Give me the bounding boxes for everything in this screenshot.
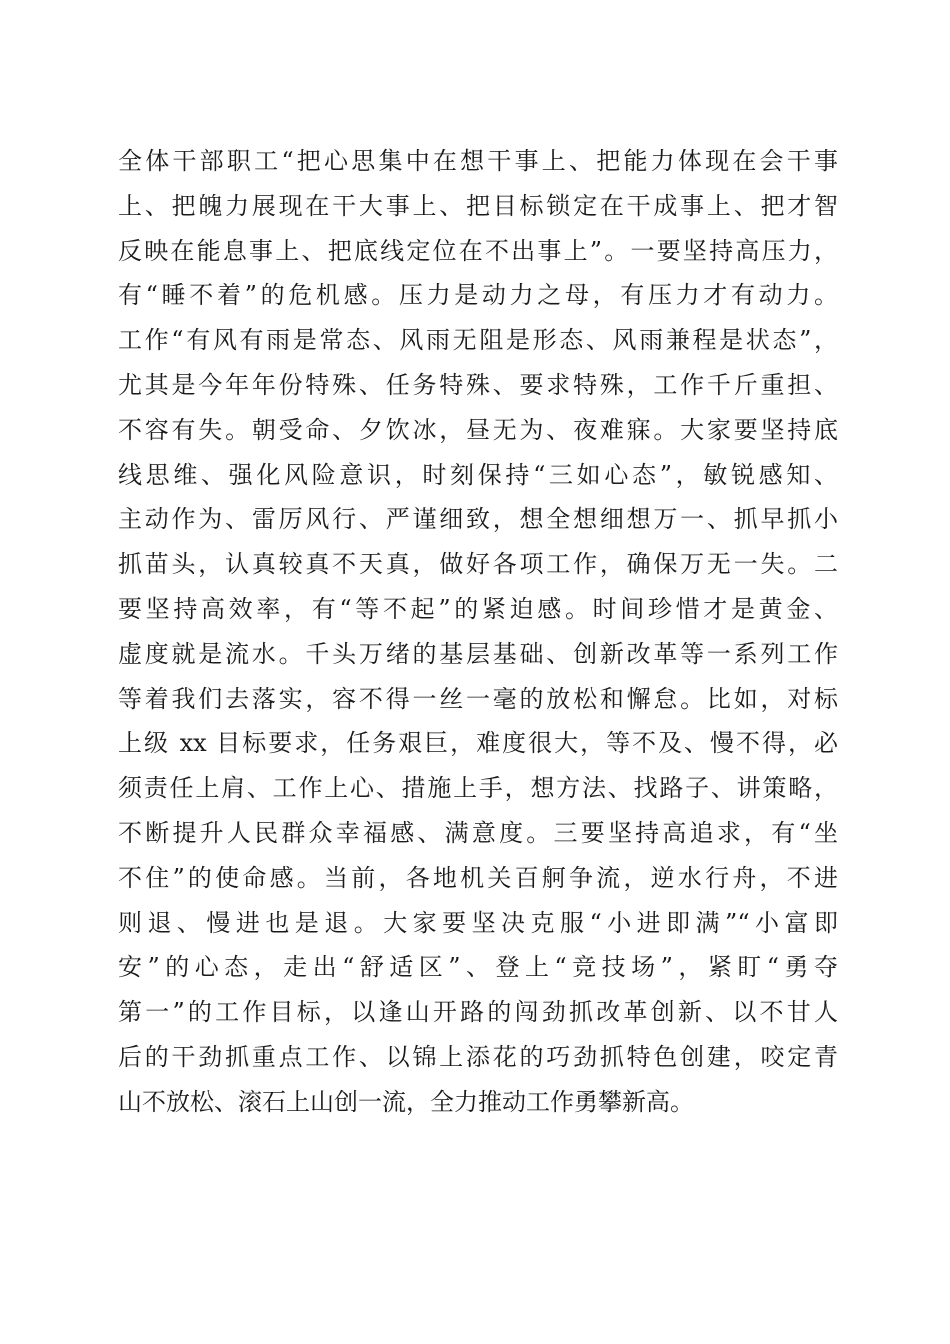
text-line: 虚度就是流水。千头万绪的基层基础、创新改革等一系列工作	[118, 639, 838, 668]
text-line: 抓苗头，认真较真不天真，做好各项工作，确保万无一失。二	[118, 550, 838, 579]
text-line-last: 山不放松、滚石上山创一流，全力推动工作勇攀新高。	[118, 1087, 694, 1116]
text-line: 不断提升人民群众幸福感、满意度。三要坚持高追求，有“坐	[118, 818, 838, 847]
text-line: 尤其是今年年份特殊、任务特殊、要求特殊，工作千斤重担、	[118, 370, 838, 399]
text-line: 安”的心态，走出“舒适区”、登上“竞技场”，紧盯“勇夺	[118, 953, 838, 982]
text-line: 反映在能息事上、把底线定位在不出事上”。一要坚持高压力，	[118, 236, 838, 265]
text-line: 须责任上肩、工作上心、措施上手，想方法、找路子、讲策略，	[118, 774, 838, 803]
text-line: 第一”的工作目标，以逢山开路的闯劲抓改革创新、以不甘人	[118, 998, 838, 1027]
text-line: 不住”的使命感。当前，各地机关百舸争流，逆水行舟，不进	[118, 863, 838, 892]
text-line: 不容有失。朝受命、夕饮冰，昼无为、夜难寐。大家要坚持底	[118, 415, 838, 444]
text-line: 则退、慢进也是退。大家要坚决克服“小进即满”“小富即	[118, 908, 838, 937]
text-line: 全体干部职工“把心思集中在想干事上、把能力体现在会干事	[118, 147, 838, 175]
text-line: 要坚持高效率，有“等不起”的紧迫感。时间珍惜才是黄金、	[118, 594, 838, 623]
text-line: 工作“有风有雨是常态、风雨无阻是形态、风雨兼程是状态”，	[118, 326, 838, 355]
text-line: 后的干劲抓重点工作、以锦上添花的巧劲抓特色创建，咬定青	[118, 1042, 838, 1071]
text-line: 主动作为、雷厉风行、严谨细致，想全想细想万一、抓早抓小	[118, 505, 838, 534]
body-paragraph	[118, 139, 838, 1125]
text-line: 有“睡不着”的危机感。压力是动力之母，有压力才有动力。	[118, 281, 838, 310]
text-line: 上级 xx 目标要求，任务艰巨，难度很大，等不及、慢不得，必	[118, 729, 838, 758]
text-line: 等着我们去落实，容不得一丝一毫的放松和懈怠。比如，对标	[118, 684, 838, 713]
text-line: 线思维、强化风险意识，时刻保持“三如心态”，敏锐感知、	[118, 460, 838, 489]
text-line: 上、把魄力展现在干大事上、把目标锁定在干成事上、把才智	[118, 191, 838, 220]
